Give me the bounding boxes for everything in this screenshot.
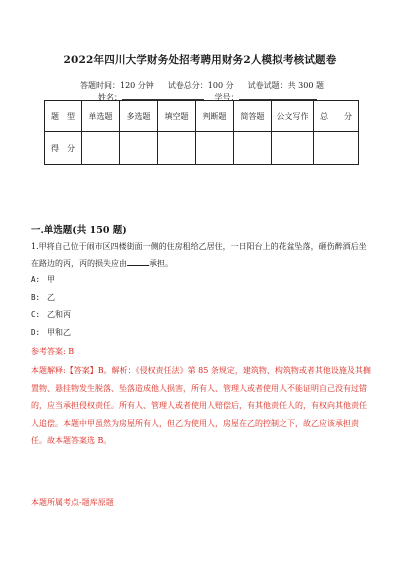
name-blank [122,91,204,100]
score-cell [196,132,234,165]
exam-time: 答题时间：120 分钟 [80,81,154,90]
score-header-cell: 判断题 [196,101,234,132]
score-cell [120,132,158,165]
reference-answer: 参考答案: B [31,347,75,356]
score-table-score-row [45,132,359,165]
score-header-cell: 简答题 [234,101,272,132]
score-cell [82,132,120,165]
option-b [31,289,71,307]
score-header-cell: 单选题 [82,101,120,132]
id-label: 学号： [214,93,239,102]
score-header-cell: 填空题 [158,101,196,132]
option-label: A: [31,275,41,284]
answer-blank [127,256,149,266]
score-header-cell: 公文写作 [272,101,314,132]
option-label: C: [31,310,41,319]
option-list [31,271,71,341]
option-label: D: [31,327,41,337]
option-label: B: [31,292,41,302]
exam-meta [80,80,338,91]
option-c [31,306,71,324]
question-stem [31,238,373,272]
option-d [31,324,71,342]
id-blank [239,91,317,100]
score-cell [314,132,359,165]
score-cell [158,132,196,165]
score-cell [272,132,314,165]
score-row-label: 得 分 [45,132,82,165]
option-text: 甲 [47,275,55,284]
section-title: 一.单选题(共 150 题) [31,225,127,236]
option-text: 乙和丙 [47,310,71,319]
name-label: 姓名： [98,93,122,102]
score-table-header-row [45,101,359,132]
score-table [44,100,359,165]
exam-title: 2022年四川大学财务处招考聘用财务2人模拟考核试题卷 [63,54,337,66]
score-header-cell: 总 分 [314,101,359,132]
option-text: 甲和乙 [47,327,71,337]
question-source: 本题所属考点-题库原题 [31,498,114,507]
exam-total-score: 试卷总分：100 分 [167,81,234,90]
score-header-cell: 多选题 [120,101,158,132]
score-cell [234,132,272,165]
answer-explanation: 本题解释:【答案】B。解析：《侵权责任法》第 85 条规定，建筑物、构筑物或者其他设施及其搁置物、悬挂物发生脱落、坠落造成他人损害，所有人、管理人或者使用人不能证明自己没有过错的，应当承担侵权责任。所有人、管理人或者使用人赔偿后，有其他责任人的，有权向其他责任人追偿。本题中甲虽然为房屋所有人，但乙为使用人，房屋在乙的控制之下，故乙应该承担责任。故本题答案选 B。 [31,366,371,446]
question-text: 1.甲将自己位于闹市区四楼街面一侧的住房租给乙居住，一日阳台上的花盆坠落，砸伤醉酒后坐在路边的丙，丙的损失应由 [31,242,367,268]
score-header-cell: 题 型 [45,101,82,132]
question-text-end: 承担。 [149,259,173,268]
option-a [31,271,71,289]
exam-question-count: 试卷试题：共 300 题 [247,81,324,90]
option-text: 乙 [47,292,55,302]
